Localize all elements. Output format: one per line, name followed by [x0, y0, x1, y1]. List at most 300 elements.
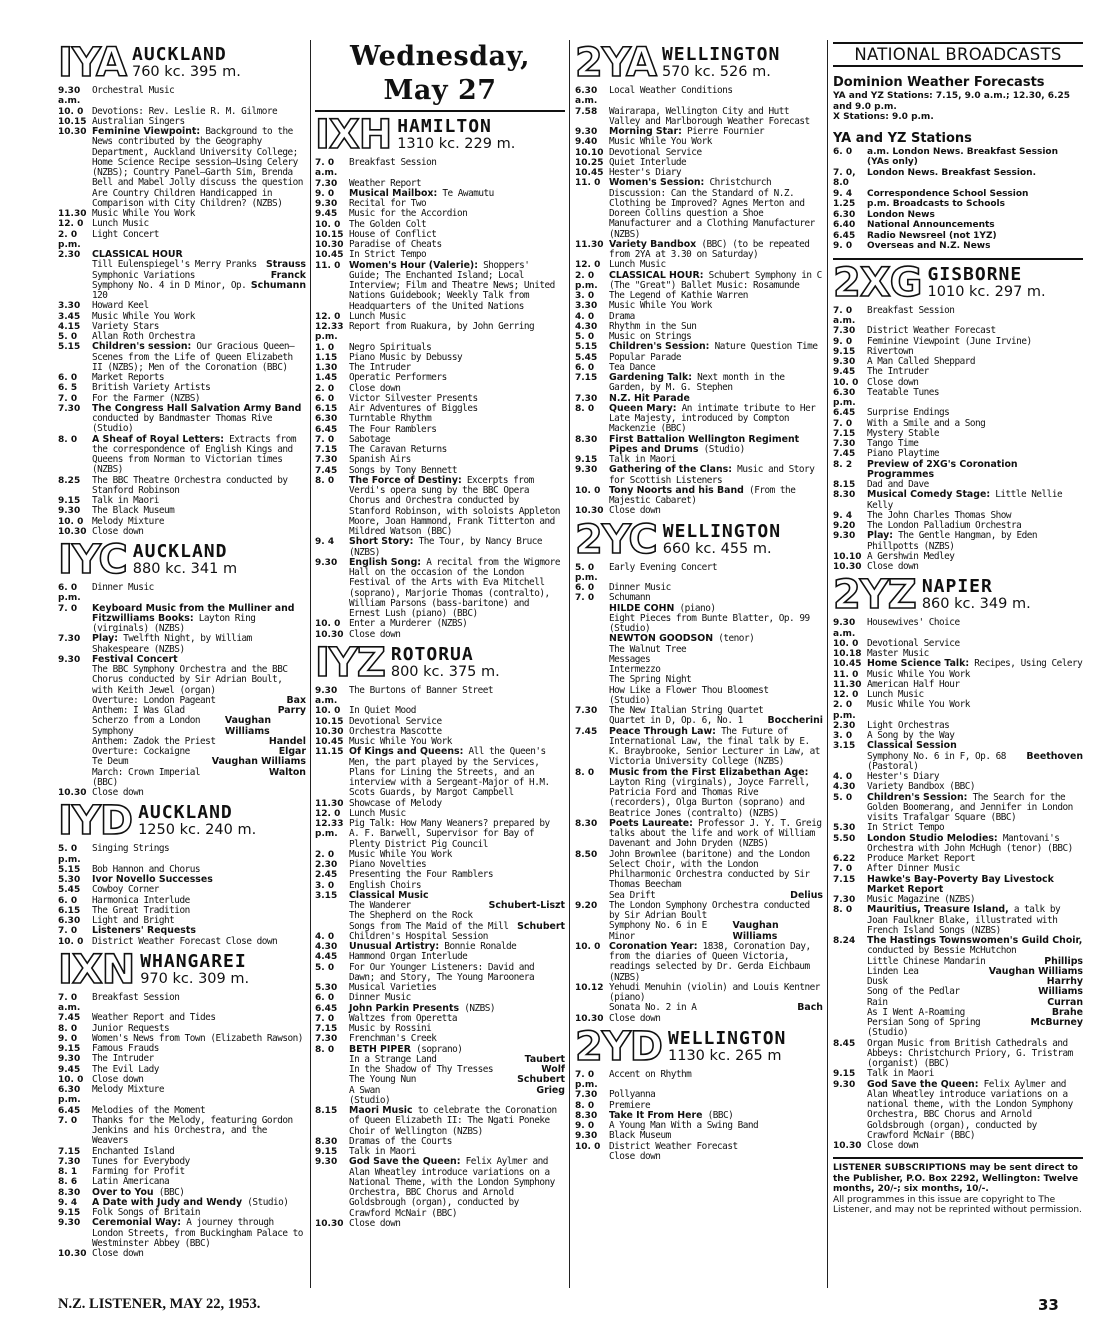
schedule-description: District Weather Forecast	[867, 325, 996, 337]
station-callsign: 2YA	[575, 40, 656, 86]
programme-composer: Walton	[268, 766, 306, 778]
schedule-time: 8.30	[575, 434, 598, 445]
schedule-time: 10. 0	[575, 941, 601, 952]
schedule-text	[349, 261, 565, 312]
schedule-time: 10.18	[833, 649, 862, 659]
schedule-description: Enchanted Island	[92, 1145, 175, 1157]
programme-composer: Delius	[790, 889, 823, 901]
schedule-highlight: Coronation Year:	[609, 940, 698, 952]
programme-detail-text: NEWTON GOODSON	[609, 633, 714, 645]
schedule-description: Hester's Diary	[609, 167, 682, 178]
schedule-description: Mystery Stable	[867, 427, 940, 439]
schedule-time: 3.15	[833, 741, 856, 752]
schedule-description: The Black Museum	[92, 505, 175, 517]
station-callsign: 2YZ	[833, 572, 916, 619]
station-name: WELLINGTON	[662, 520, 782, 542]
schedule-time: 10.15	[58, 116, 87, 127]
schedule-description: American Half Hour	[867, 678, 960, 690]
schedule-description: Little Nellie Kelly	[867, 489, 1063, 511]
schedule-time: 4.45	[315, 952, 338, 963]
schedule-description: Lunch Music	[349, 807, 406, 819]
schedule-entry	[575, 727, 823, 768]
schedule-text	[349, 1106, 565, 1137]
schedule-text	[609, 1070, 823, 1091]
schedule-description: Mantovani's Orchestra with John McHugh (tenor) (BBC)	[867, 832, 1073, 854]
schedule-time: 9.15	[58, 496, 81, 506]
schedule-description: With a Smile and a Song	[867, 417, 986, 429]
schedule-time: 10.10	[833, 551, 862, 562]
schedule-entry	[315, 747, 565, 798]
station-info	[390, 643, 500, 681]
schedule-time: 7.30	[315, 1034, 338, 1045]
schedule-description: Tango Time	[867, 438, 919, 449]
programme-detail-text: (Studio)	[349, 1094, 391, 1106]
schedule-time: 11.30	[315, 798, 344, 809]
schedule-text	[92, 583, 306, 604]
schedule-description: Dinner Music	[349, 992, 411, 1004]
schedule-highlight: Feminine Viewpoint:	[92, 126, 201, 137]
schedule-text	[92, 86, 306, 107]
schedule-time: 8.30	[833, 490, 856, 501]
schedule-time: 3.15	[315, 890, 338, 901]
programme-composer: Strauss	[265, 259, 306, 271]
schedule-entry	[575, 107, 823, 128]
schedule-entry	[58, 583, 306, 604]
schedule-highlight: N.Z. Hit Parade	[609, 392, 690, 404]
schedule-entry	[315, 963, 565, 984]
schedule-time: 7.30	[575, 393, 598, 404]
schedule-time: 9.20	[575, 900, 598, 911]
schedule-time: 8.15	[315, 1106, 338, 1116]
programme-composer: Bax	[286, 694, 306, 706]
schedule-time: 7.15	[833, 874, 856, 885]
programme-detail-text: How Like a Flower Thou Bloomest	[609, 684, 769, 696]
schedule-description: The Evil Lady	[92, 1063, 159, 1075]
programme-work: As I Went A-Roaming	[867, 1006, 965, 1018]
programme-detail-text: Eight Pieces from Bunte Blatter, Op. 99	[609, 612, 810, 624]
schedule-time: 4.30	[315, 942, 338, 952]
schedule-time: 7. 0	[575, 593, 595, 604]
schedule-highlight: Children's Session:	[867, 791, 968, 803]
schedule-time: 9.45	[58, 1064, 81, 1075]
schedule-text	[609, 271, 823, 292]
schedule-time: 10. 0	[315, 619, 341, 630]
schedule-text: Correspondence School Session	[867, 188, 1029, 199]
schedule-description: Presenting the Four Ramblers	[349, 869, 494, 881]
programme-work: Persian Song of Spring	[867, 1017, 981, 1028]
schedule-description: Close down	[92, 1248, 144, 1259]
schedule-entry	[315, 1219, 565, 1229]
schedule-time: 9.20	[833, 521, 856, 531]
schedule-time: 7.30	[58, 1156, 81, 1167]
schedule-description: Twelfth Night, by William Shakespeare (NZBS)	[92, 633, 252, 655]
schedule-description: Breakfast Session	[349, 157, 437, 168]
schedule-description: Lunch Music	[349, 310, 406, 322]
schedule-description: Music While You Work	[609, 136, 712, 148]
schedule-time: 5.50	[833, 833, 856, 844]
schedule-description: Musical Varieties	[349, 982, 437, 993]
programme-work: A Swan	[349, 1084, 380, 1096]
schedule-entry	[833, 531, 1083, 552]
schedule-text	[349, 322, 565, 343]
schedule-description: Frenchman's Creek	[349, 1033, 437, 1045]
schedule-entry	[315, 686, 565, 707]
schedule-description: District Weather Forecast	[609, 1140, 738, 1152]
schedule-description: The Legend of Kathie Warren	[609, 290, 748, 301]
programme-composer: Vaughan Williams	[224, 715, 271, 737]
schedule-time: 6.45	[58, 1105, 81, 1116]
schedule-description: Allan Roth Orchestra	[92, 331, 195, 342]
schedule-text	[867, 700, 1083, 721]
station-header	[315, 112, 565, 158]
schedule-text	[867, 388, 1083, 409]
schedule-time: 9.30	[833, 531, 856, 542]
schedule-time: 7.30	[315, 178, 338, 189]
schedule-description: Music While You Work	[92, 208, 195, 219]
schedule-text	[92, 634, 306, 655]
schedule-description: Feminine Viewpoint (June Irvine)	[867, 335, 1032, 347]
schedule-time: 6.15	[315, 404, 338, 414]
programme-item-row	[58, 716, 306, 737]
schedule-description: Thanks for the Melody, featuring Gordon Jenkins and his Orchestra, and the Weavers	[92, 1114, 293, 1147]
schedule-time: 7. 0	[58, 393, 78, 404]
programme-work: Little Chinese Mandarin	[867, 955, 986, 967]
schedule-time: 10.25	[575, 157, 604, 168]
schedule-time: 7.30	[833, 895, 856, 905]
programme-detail-note: (tenor)	[718, 633, 755, 645]
schedule-entry	[315, 158, 565, 179]
schedule-entry	[58, 230, 306, 251]
schedule-text	[92, 1249, 306, 1259]
schedule-entry	[575, 435, 823, 456]
schedule-description: Popular Parade	[609, 351, 682, 363]
schedule-description: Orchestra Mascotte	[349, 725, 442, 737]
programme-detail-text: (BBC)	[92, 776, 118, 788]
schedule-time: 7. 0 a.m.	[58, 992, 81, 1013]
schedule-description: Music While You Work	[867, 668, 970, 680]
programme-item-row	[315, 1075, 565, 1085]
schedule-time: 8. 0	[833, 905, 853, 916]
schedule-description: Music and Story for Scottish Listeners	[609, 464, 815, 486]
schedule-description: Paradise of Cheats	[349, 239, 442, 250]
schedule-time: 8.30	[575, 1110, 598, 1121]
schedule-time: 8. 0	[315, 1044, 335, 1055]
schedule-time: 10. 0	[58, 1074, 84, 1085]
schedule-description: Folk Songs of Britain	[92, 1207, 201, 1218]
schedule-time: 3. 0	[575, 291, 595, 301]
schedule-time: 8. 1	[58, 1167, 78, 1177]
schedule-time: 9. 0	[575, 1121, 595, 1131]
schedule-entry	[833, 1080, 1083, 1142]
schedule-entry	[575, 942, 823, 983]
schedule-time: 12. 0	[58, 219, 84, 230]
schedule-description: a talk by Joan Faulkner Blake, illustrated with French Island Songs (NZBS)	[867, 904, 1061, 936]
schedule-time: 12. 0	[315, 311, 341, 322]
schedule-entry	[833, 1141, 1083, 1151]
schedule-description: Variety Stars	[92, 320, 159, 332]
programme-work: Anthem: I Was Glad	[92, 705, 185, 716]
schedule-time: 8.30	[575, 818, 598, 829]
station-info	[133, 543, 237, 578]
schedule-time: 9.30	[58, 506, 81, 517]
schedule-highlight: Peace Through Law:	[609, 725, 716, 737]
schedule-time: 7. 0	[315, 434, 335, 445]
programme-item-row	[58, 281, 306, 302]
schedule-time: 8. 0	[575, 767, 595, 778]
schedule-time: 10.15	[315, 716, 344, 727]
schedule-text	[92, 1218, 306, 1249]
schedule-text	[609, 178, 823, 240]
schedule-description: Close down	[92, 787, 144, 798]
schedule-time: 11.30	[575, 239, 604, 250]
programme-work: March: Crown Imperial	[92, 766, 201, 778]
schedule-text: Radio Newsreel (not 1YZ)	[867, 230, 997, 241]
schedule-time: 7.15	[315, 445, 338, 455]
schedule-time: 7.15	[575, 373, 598, 383]
programme-detail-text: The Shepherd on the Rock	[349, 910, 473, 922]
station-info	[132, 46, 241, 81]
schedule-description: Sabotage	[349, 433, 391, 445]
schedule-time: 7.30	[833, 439, 856, 449]
programme-detail	[575, 1152, 823, 1162]
programme-work: Symphony No. 6 in E Minor	[609, 920, 707, 942]
station-header	[58, 40, 306, 86]
schedule-time: 10. 0	[58, 516, 84, 527]
schedule-text: National Announcements	[867, 220, 995, 231]
schedule-time: 9.30	[58, 1218, 81, 1229]
schedule-description: Shoppers' Guide; The Enchanted Island; Local Interview; Film and Theatre News; United Nations Guidebook; Weekly Talk from Headquarters of the United Nations	[349, 259, 555, 312]
schedule-time: 6. 0	[58, 373, 78, 383]
station-info	[397, 118, 515, 153]
schedule-description: The Gentle Hangman, by Eden Phillpotts (NZBS)	[867, 530, 1038, 552]
schedule-description: Women's News from Town (Elizabeth Rawson)	[92, 1032, 303, 1044]
schedule-text	[609, 942, 823, 983]
schedule-time: 9.45	[315, 209, 338, 220]
schedule-highlight: London Studio Melodies:	[867, 832, 998, 844]
schedule-highlight: Children's Session:	[609, 341, 710, 353]
schedule-description: Professor J. Y. T. Greig talks about the life and work of William Davenant and John Dryden (NZBS)	[609, 817, 822, 850]
station-callsign: 2XG	[833, 259, 922, 306]
schedule-time: 7.45	[58, 1013, 81, 1024]
schedule-time: 3.45	[58, 311, 81, 322]
station-info	[140, 950, 250, 988]
station-frequency: 860 kc. 349 m.	[921, 596, 1031, 613]
page-number: 33	[1038, 1296, 1059, 1314]
schedule-highlight: Ceremonial Way:	[92, 1217, 182, 1229]
schedule-entry	[575, 768, 823, 819]
schedule-description: Close down	[92, 1073, 144, 1085]
schedule-time: 8. 0	[575, 1100, 595, 1111]
programme-composer: Schubert-Liszt	[488, 900, 565, 911]
schedule-time: 8.30	[58, 1187, 81, 1198]
schedule-highlight: Home Science Talk:	[867, 658, 970, 670]
schedule-time: 5. 0 p.m.	[58, 844, 81, 865]
schedule-description: Pollyanna	[609, 1089, 656, 1101]
schedule-entry	[575, 819, 823, 850]
station-name: AUCKLAND	[131, 44, 227, 65]
schedule-description: (From the Majestic Cabaret)	[609, 484, 796, 506]
schedule-description: All the Queen's Men, the part played by the Services, Plans for Lining the Streets, and an interview with a Sergeant-Major of H.M. Scots Guards, by Margot Campbell	[349, 746, 550, 799]
schedule-text: p.m. Broadcasts to Schools	[867, 199, 1005, 210]
schedule-text	[609, 486, 823, 507]
station-info	[662, 520, 782, 558]
schedule-time: 6.45	[315, 424, 338, 435]
schedule-time: 7. 0 a.m.	[315, 158, 338, 179]
programme-composer: Bach	[797, 1002, 823, 1014]
schedule-description: Schubert Symphony in C (The "Great") Ballet Music: Rosamunde	[609, 269, 822, 291]
programme-detail	[58, 665, 306, 696]
schedule-description: to celebrate the Coronation of Queen Elizabeth II: The Ngati Poneke Choir of Wellington (NZBS)	[349, 1105, 557, 1137]
schedule-time: 4.30	[833, 782, 856, 793]
schedule-description: Our Gracious Queen—Scenes from the Life of Queen Elizabeth II (NZBS); Men of the Coronation (BBC)	[92, 341, 295, 373]
schedule-description: Schumann	[609, 592, 651, 604]
subscriptions-note: LISTENER SUBSCRIPTIONS may be sent direct to the Publisher, P.O. Box 2292, Wellington: Twelve months, 20/-; six months, 10/-.	[833, 1163, 1079, 1195]
schedule-time: 10.45	[575, 168, 604, 178]
schedule-highlight: Maori Music	[349, 1105, 413, 1116]
schedule-text	[867, 460, 1083, 481]
schedule-time: 9.30	[315, 1157, 338, 1168]
schedule-time: 10.30	[58, 1249, 87, 1259]
programme-composer: Taubert	[524, 1053, 565, 1065]
schedule-description: British Variety Artists	[92, 382, 211, 394]
schedule-text	[867, 531, 1083, 552]
schedule-time: 10.30	[833, 1141, 862, 1151]
schedule-text	[349, 537, 565, 558]
schedule-time: 7. 0	[58, 603, 78, 614]
programme-composer: Vaughan Williams	[988, 965, 1083, 977]
schedule-description: Children's Hospital Session	[349, 930, 488, 942]
schedule-description: Music on Strings	[609, 331, 692, 342]
schedule-highlight: God Save the Queen:	[867, 1078, 979, 1090]
schedule-description: Wairarapa, Wellington City and Hutt Valley and Marlborough Weather Forecast	[609, 105, 810, 127]
station-name: HAMILTON	[397, 116, 492, 137]
schedule-time: 1.25	[833, 199, 856, 210]
schedule-time: 9. 4	[315, 537, 335, 548]
programme-work: Sonata No. 2 in A	[609, 1002, 697, 1014]
programme-composer: Grieg	[536, 1084, 565, 1096]
schedule-description: Close down	[609, 505, 661, 517]
schedule-time: 9.45	[833, 367, 856, 378]
schedule-description: Songs by Tony Bennett	[349, 464, 458, 476]
schedule-highlight: Play:	[867, 530, 893, 542]
schedule-time: 2. 0	[315, 849, 335, 860]
schedule-time: 7.30	[58, 403, 81, 414]
schedule-highlight: A Date with Judy and Wendy	[92, 1196, 243, 1208]
station-info	[668, 1027, 787, 1065]
schedule-time: 5.30	[315, 983, 338, 993]
schedule-description: The Burtons of Banner Street	[349, 684, 494, 696]
schedule-description: Tea Dance	[609, 361, 656, 373]
schedule-description: conducted by Bandmaster Thomas Rive (Studio)	[92, 413, 273, 435]
schedule-description: Piano Music by Debussy	[349, 351, 463, 363]
schedule-description: conducted by Bessie McHutchon	[867, 945, 1017, 957]
schedule-time: 10.45	[833, 659, 862, 670]
schedule-entry	[58, 1116, 306, 1147]
schedule-time: 7.30	[315, 455, 338, 466]
schedule-description: House of Conflict	[349, 228, 437, 240]
schedule-text	[92, 342, 306, 373]
schedule-time: 10.30	[575, 506, 604, 517]
schedule-time: 10.30	[315, 240, 344, 250]
programme-work: Overture: London Pageant	[92, 694, 216, 706]
schedule-time: 9.15	[58, 1044, 81, 1054]
issue-footer: N.Z. LISTENER, MAY 22, 1953.	[58, 1296, 261, 1312]
station-name: WELLINGTON	[661, 44, 781, 65]
station-name: GISBORNE	[927, 263, 1023, 285]
schedule-entry	[833, 793, 1083, 824]
schedule-description: A journey through London Streets, from Buckingham Palace to Westminster Abbey (BBC)	[92, 1217, 303, 1249]
schedule-highlight: Ivor Novello Successes	[92, 874, 213, 885]
schedule-description: Extracts from the correspondence of English Kings and Queens from Norman to Victorian times (NZBS)	[92, 433, 296, 476]
section-divider	[833, 1157, 1083, 1159]
schedule-highlight: Classical Music	[349, 889, 429, 901]
station-frequency: 1010 kc. 297 m.	[927, 283, 1046, 300]
schedule-description: Melody Mixture	[92, 515, 165, 527]
national-schedule-entry	[833, 231, 1083, 242]
schedule-time: 3.30	[58, 301, 81, 312]
schedule-description: Cowboy Corner	[92, 884, 159, 896]
schedule-description: Latin Americana	[92, 1176, 170, 1188]
station-frequency: 660 kc. 455 m.	[662, 540, 772, 557]
schedule-description: Negro Spirituals	[349, 341, 432, 353]
schedule-description: The Search for the Golden Boomerang, and Jennifer in London visits Trafalgar Square (BBC)	[867, 791, 1073, 823]
schedule-time: 11. 0	[833, 669, 859, 680]
programme-item-row	[833, 987, 1083, 997]
schedule-description: Yehudi Menuhin (violin) and Louis Kentner (piano)	[609, 981, 820, 1003]
schedule-time: 10.30	[833, 562, 862, 572]
schedule-time: 6.22	[833, 854, 856, 864]
schedule-description: Quiet Interlude	[609, 156, 687, 168]
schedule-time: 10.45	[315, 250, 344, 261]
schedule-time: 7.15	[315, 1024, 338, 1034]
schedule-description: Light and Bright	[92, 915, 175, 926]
station-callsign: IYA	[58, 40, 126, 86]
schedule-time: 8. 0	[58, 434, 78, 445]
schedule-text	[609, 819, 823, 850]
schedule-time: 10.15	[315, 229, 344, 240]
schedule-text	[92, 127, 306, 209]
programme-detail-text: Intermezzo	[609, 664, 661, 675]
schedule-entry	[58, 86, 306, 107]
schedule-time: 9.40	[575, 137, 598, 148]
station-frequency: 760 kc. 395 m.	[131, 64, 241, 80]
schedule-time: 8.30	[315, 1136, 338, 1147]
schedule-time: 9. 0	[833, 241, 853, 252]
schedule-text	[92, 404, 306, 435]
schedule-description: Lunch Music	[609, 259, 666, 271]
schedule-text	[92, 527, 306, 537]
schedule-text	[349, 686, 565, 707]
programme-work: Symphony No. 6 in F, Op. 68 (Pastoral)	[867, 750, 1006, 772]
schedule-text	[867, 1080, 1083, 1142]
schedule-text	[609, 465, 823, 486]
schedule-highlight: Short Story:	[349, 536, 414, 548]
schedule-time: 6.30	[833, 209, 856, 220]
schedule-entry	[58, 127, 306, 209]
schedule-description: Farming for Profit	[92, 1166, 185, 1177]
programme-work: Rain	[867, 996, 888, 1008]
schedule-entry	[575, 850, 823, 891]
column-4	[833, 40, 1083, 1290]
schedule-time: 5. 0	[833, 792, 853, 803]
schedule-description: Junior Requests	[92, 1022, 170, 1034]
schedule-time: 12. 0	[833, 690, 859, 700]
schedule-time: 8.25	[58, 475, 81, 486]
schedule-text	[349, 1219, 565, 1229]
programme-composer: Parry	[277, 705, 306, 716]
schedule-text	[609, 768, 823, 819]
programme-work: The Young Nun	[349, 1074, 416, 1086]
